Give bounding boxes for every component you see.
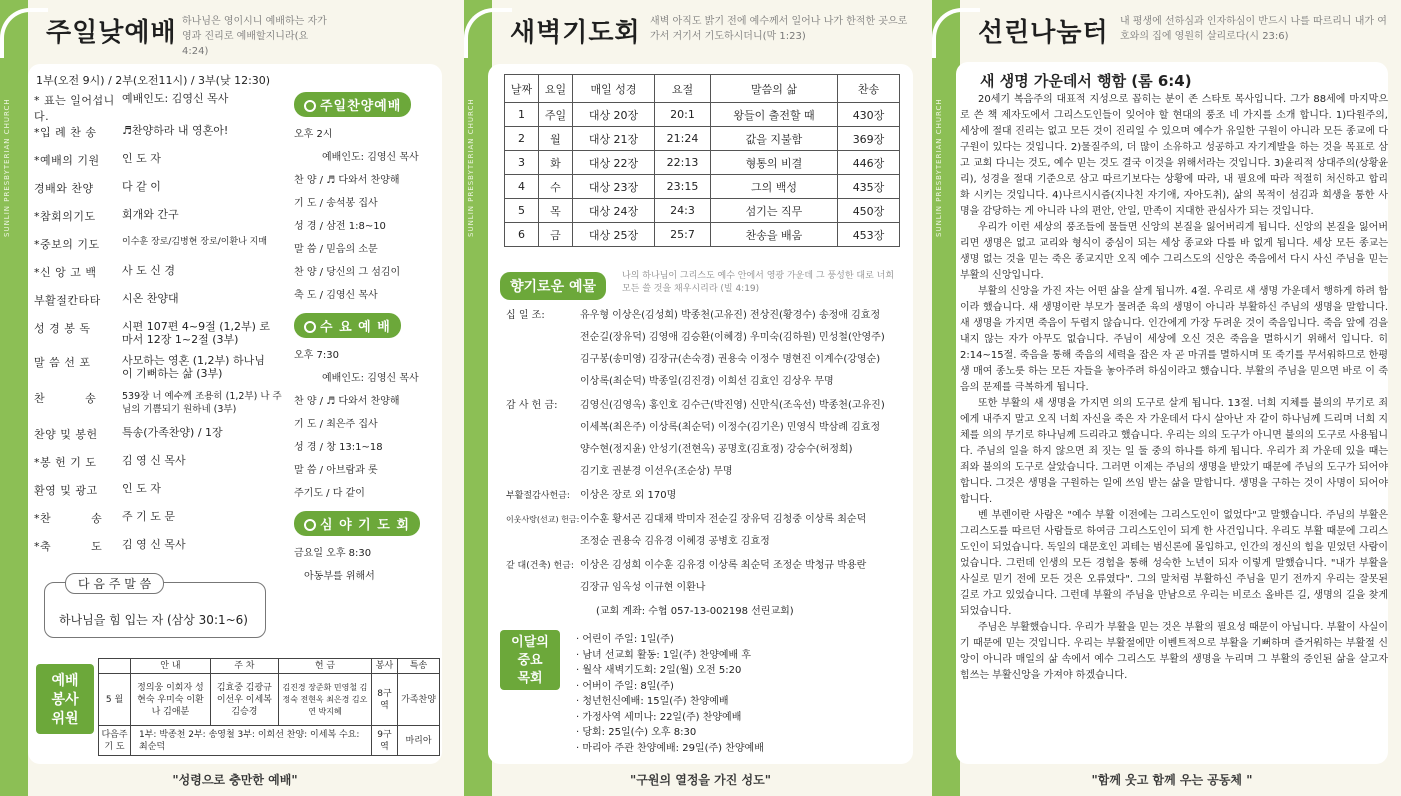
offering-line: 유우형 이상은(김성희) 박종천(고유진) 전상진(황경수) 송정애 김효정 <box>580 310 881 321</box>
table-row: 1 주일 대상 20장 20:1 왕들이 출전할 때 430장 <box>505 103 900 127</box>
offering-group <box>506 305 911 393</box>
order-value: 인 도 자 <box>122 152 161 165</box>
article-paragraph: 우리가 이런 세상의 풍조들에 물들면 신앙의 본질을 잃어버리게 됩니다. 신앙의 본질을 잃어버리면 생명은 없고 교리와 형식이 중심이 되는 세상 종교와 다를 바 없게 됩니다. 세상 모든 종교는 생명 없는 것을 믿는 죽은 종교지만 오직 예수 그리스도의 신앙은 죽음에서 다시 사신 주님을 믿는 부활의 신앙입니다. <box>960 222 1388 281</box>
wed-row: 성 경 / 창 13:1~18 <box>294 442 383 453</box>
offering-line: 김장규 임옥성 이규현 이환나 <box>580 582 706 593</box>
order-label: 찬 송 <box>34 392 97 405</box>
dawn-schedule-table <box>504 74 900 247</box>
list-item: · 마리아 주관 찬양예배: 29일(주) 찬양예배 <box>576 742 764 754</box>
offering-group <box>506 509 911 553</box>
service-committee-box: 예배 봉사 위원 <box>36 664 94 734</box>
order-row <box>34 180 290 208</box>
side-services <box>294 92 434 590</box>
praise-row: 축 도 / 김영신 목사 <box>294 290 378 301</box>
table-row: 4 수 대상 23장 23:15 그의 백성 435장 <box>505 175 900 199</box>
order-value: ♬찬양하라 내 영혼아! <box>122 124 229 137</box>
order-value: 특송(가족찬양) / 1장 <box>122 426 223 439</box>
order-label: 경배와 찬양 <box>34 182 94 195</box>
service-times: 1부(오전 9시) / 2부(오전11시) / 3부(낮 12:30) <box>36 74 271 87</box>
header-verse: 내 평생에 선하심과 인자하심이 반드시 나를 따르리니 내가 여호와의 집에 영원히 살리로다(시 23:6) <box>1120 16 1387 42</box>
offering-line: 김영신(김영옥) 홍인호 김수근(박진영) 신만식(조옥선) 박종천(고유진) <box>580 400 885 411</box>
order-row <box>34 482 290 510</box>
order-row <box>34 264 290 292</box>
order-label: *신 앙 고 백 <box>34 266 97 279</box>
next-week-value: 하나님을 힘 입는 자 (삼상 30:1~6) <box>59 613 248 627</box>
header-verse: 새벽 아직도 밝기 전에 예수께서 일어나 나가 한적한 곳으로 가서 거기서 기도하시더니(막 1:23) <box>650 16 908 42</box>
order-value: 회개와 간구 <box>122 208 179 221</box>
order-label: *중보의 기도 <box>34 238 100 251</box>
praise-row: 말 씀 / 믿음의 소문 <box>294 244 378 255</box>
order-label: 환영 및 광고 <box>34 484 98 497</box>
wed-row: 찬 양 / ♬ 다와서 찬양해 <box>294 396 400 407</box>
article-paragraph: 벤 부렌이란 사람은 "예수 부활 이전에는 그리스도인이 없었다"고 말했습니다. 주님의 부활은 그리스도를 따르던 사람들로 하여금 그리스도인이 되게 한 사건입니다. 우리도 부활 때문에 그리스도인이 되었습니다. 독일의 대문호인 괴테는 범신론에 몰입하고, 인간의 정신의 힘을 믿었던 사람이었습니다. 그런데 인생의 모든 경험을 통해 성숙한 노년이 되자 이렇게 말했습니다. "내가 부활을 사실로 믿기 전에 모든 것은 오류였다". 그의 말처럼 부활하신 주님을 믿기 전까지 우리는 잘못된 길로 가고 있었습니다. 그런데 부활의 주님을 만남으로 우리는 비로소 올바른 길, 생명의 길을 찾게 되었습니다. <box>960 510 1388 617</box>
order-label: *입 례 찬 송 <box>34 126 97 139</box>
list-item: · 월삭 새벽기도회: 2일(월) 오전 5:20 <box>576 665 742 676</box>
table-row: 날짜 요일 매일 성경 요절 말씀의 삶 찬송 <box>505 75 900 103</box>
offering-line: 이세복(최은주) 이상록(최순덕) 이정수(김기은) 민영식 박삼례 김효정 <box>580 422 881 433</box>
offering-line: 전순길(장유덕) 김영애 김승환(이혜경) 우미숙(김하원) 민성철(안영주) <box>580 332 885 343</box>
table-row: 다음주 기 도 1부: 박종천 2부: 송영철 3부: 이희선 찬양: 이세복 수요: 최순덕 9구역 마리아 <box>99 726 440 756</box>
offering-list <box>506 305 911 623</box>
article-body <box>960 92 1388 684</box>
wed-leader: 예배인도: 김영신 목사 <box>322 373 419 384</box>
header-verse: 하나님은 영이시니 예배하는 자가 영과 진리로 예배할지니라(요4:24) <box>182 16 327 57</box>
circle-icon <box>304 519 316 531</box>
order-label: *예배의 기원 <box>34 154 100 167</box>
month-events-box: 이달의 중요 목회 <box>500 630 560 690</box>
praise-row: 찬 양 / ♬ 다와서 찬양해 <box>294 175 400 186</box>
panel-sunday-worship <box>0 0 464 796</box>
offering-label: 부활절감사헌금: <box>506 491 570 501</box>
order-row <box>34 510 290 538</box>
circle-icon <box>304 321 316 333</box>
order-row <box>34 292 290 320</box>
order-label: *찬 송 <box>34 512 103 525</box>
offering-label: 같 대(건축) 헌금: <box>506 561 574 571</box>
offering-line: 김기호 권분경 이선우(조순상) 무명 <box>580 466 733 477</box>
order-value: 김 영 신 목사 <box>122 454 186 467</box>
order-value: 539장 너 예수께 조용히 (1,2부) 나 주님의 기쁨되기 원하네 (3부) <box>122 391 282 415</box>
article-paragraph: 또한 부활의 새 생명을 가지면 의의 도구로 살게 됩니다. 13절. 너희 지체를 불의의 무기로 죄에게 내주지 말고 오직 너희 자신을 죽은 자 가운데서 다시 살아난 자 같이 하나님께 드리며 너희 지체를 의의 무기로 하나님께 드리라고 했습니다. 우리는 의의 도구가 아니면 불의의 도구로 사용됩니다. 주님의 일을 하지 않으면 죄 짓는 일 둘 중의 하나를 하게 됩니다. 우리가 죄 가운데 있을 때는 죄와 불의의 도구로 살았습니다. 그러면 이제는 주님의 생명을 받았기 때문에 주님의 도구가 되어야 합니다. 그것은 생명을 구원하는 일에 쓰임 받는 삶을 말합니다. 생명을 구하는 것이 사명이 되어야 합니다. <box>960 398 1388 505</box>
panel-title: 선린나눔터 <box>978 18 1109 48</box>
next-week-sermon <box>44 577 266 638</box>
list-item: · 청년헌신예배: 15일(주) 찬양예배 <box>576 696 729 707</box>
offering-verse: 나의 하나님이 그리스도 예수 안에서 영광 가운데 그 풍성한 대로 너희 모든 쓸 것을 채우시리라 (빌 4:19) <box>622 271 895 294</box>
list-item: · 어버이 주일: 8일(주) <box>576 680 674 692</box>
article-paragraph: 20세기 복음주의 대표적 지성으로 꼽히는 분이 존 스타토 목사입니다. 그가 88세에 마지막으로 쓴 책 제자도에서 그리스도인들이 잊어야 할 현대의 풍조 네 가지를 소개 합니다. 1)다원주의, 세상에 절대 진리는 없고 모든 것이 진리일 수 있으며 예수가 유일한 구원이 아니라 모든 종교에 다 구원이 있다는 것입니다. 2)물질주의, 더 많이 소유하고 성공하고 자기계발을 하는 것을 목표로 삼고 교회 다니는 것도, 예수 믿는 것도 결국 이것을 위해서라는 것입니다. 3)윤리적 상대주의(상황윤리), 성경을 절대 기준으로 삼고 따르기보다는 상황에 따라, 내 필요에 따라 적절히 처신하고 합리화 시키는 것입니다. 4)나르시시즘(지나친 자기애, 자아도취), 삶의 목적이 섬김과 희생을 통한 사명을 감당하는 게 아니라 나의 편안, 안일, 만족이 지대한 관심사가 되는 것입니다. <box>960 94 1388 217</box>
table-row: 3 화 대상 22장 22:13 형통의 비결 446장 <box>505 151 900 175</box>
order-row <box>34 538 290 566</box>
order-label: 말 씀 선 포 <box>34 356 91 369</box>
order-label: *축 도 <box>34 540 103 553</box>
night-note: 아동부를 위해서 <box>304 571 375 582</box>
wednesday-badge: 수 요 예 배 <box>294 313 401 338</box>
order-label: 성 경 봉 독 <box>34 322 91 335</box>
order-label: 찬양 및 봉헌 <box>34 428 98 441</box>
order-value: 주 기 도 문 <box>122 510 175 523</box>
praise-time: 오후 2시 <box>294 129 333 140</box>
night-time: 금요일 오후 8:30 <box>294 548 372 559</box>
list-item: · 가정사역 세미나: 22일(주) 찬양예배 <box>576 711 742 723</box>
order-row <box>34 390 290 426</box>
table-row: 6 금 대상 25장 25:7 찬송을 배움 453장 <box>505 223 900 247</box>
order-value: 시온 찬양대 <box>122 292 179 305</box>
praise-leader: 예배인도: 김영신 목사 <box>322 152 419 163</box>
offering-line: 양수현(정지윤) 안성기(전현옥) 공명호(김효정) 강승수(허정희) <box>580 444 853 455</box>
side-church-text: SUNLIN PRESBYTERIAN CHURCH <box>3 98 11 238</box>
article-title: 새 생명 가운데서 행함 (롬 6:4) <box>980 72 1192 90</box>
wed-row: 기 도 / 최은주 집사 <box>294 419 378 430</box>
order-label: *봉 헌 기 도 <box>34 456 97 469</box>
order-row <box>34 152 290 180</box>
offering-label: 감 사 헌 금: <box>506 400 558 411</box>
offering-line: 이상은 장로 외 170명 <box>580 490 677 501</box>
order-row <box>34 236 290 264</box>
footer-motto: "함께 웃고 함께 우는 공동체 " <box>1091 773 1253 787</box>
order-value: 다 같 이 <box>122 180 161 193</box>
next-week-label: 다 음 주 말 씀 <box>65 573 164 594</box>
order-row <box>34 426 290 454</box>
order-value: 이수훈 장로/김병현 장로/이환나 지매 <box>122 237 268 247</box>
panel-title: 새벽기도회 <box>510 18 641 48</box>
sunday-praise-badge: 주일찬양예배 <box>294 92 411 117</box>
praise-row: 기 도 / 송석봉 집사 <box>294 198 378 209</box>
list-item: · 어린이 주일: 1일(주) <box>576 634 674 645</box>
circle-icon <box>304 100 316 112</box>
table-row: 안 내 주 차 헌 금 봉사 특송 <box>99 659 440 674</box>
wed-row: 주기도 / 다 같이 <box>294 488 365 499</box>
side-church-text: SUNLIN PRESBYTERIAN CHURCH <box>467 98 475 238</box>
praise-row: 성 경 / 삼전 1:8~10 <box>294 221 386 232</box>
wed-row: 말 씀 / 아브람과 롯 <box>294 465 378 476</box>
order-value: 김 영 신 목사 <box>122 538 186 551</box>
article-paragraph: 부활의 신앙을 가진 자는 어떤 삶을 살게 됩니까. 4절. 우리로 새 생명 가운데서 행하게 하려 함이라 했습니다. 새 생명이란 부모가 물려준 육의 생명이 아니라 부활하신 주님의 생명을 말합니다. 새 생명을 가지면 죽음이 두렵지 않습니다. 인간에게 가장 두려운 것이 죽음입니다. 죽음 앞에 검을 내지 않는 자가 아무도 없습니다. 주님이 세상에 오신 것은 죽음을 멸하시기 위해서 입니다. 히 2:14~15절. 죽음을 통해 죽음의 세력을 잡은 자 곧 마귀를 멸하시며 또 죽기를 무서워하므로 한평생 매여 종노릇 하는 모든 자들을 놓아주려 하심이라고 했습니다. 부활의 주님을 믿으면 바로 이 죽음의 문제를 극복하게 됩니다. <box>960 286 1388 393</box>
offering-group <box>506 485 911 507</box>
order-label: *참회의기도 <box>34 210 96 223</box>
offering-line: 김구봉(송미영) 김장규(손숙경) 권용숙 이정수 명현진 이계수(강영순) <box>580 354 881 365</box>
order-label: * 표는 일어섭니다. <box>34 94 115 123</box>
table-row: 5 목 대상 24장 24:3 섬기는 직무 450장 <box>505 199 900 223</box>
praise-row: 찬 양 / 당신의 그 섬김이 <box>294 267 401 278</box>
order-row <box>34 320 290 354</box>
offering-line: 이상록(최순덕) 박종일(김진경) 이희선 김효인 김상우 무명 <box>580 376 834 387</box>
table-row: 5 월 정의웅 이회자 성현숙 우미숙 이환나 김애분 김효중 김광규 이선우 이세복 김승경 김진경 장준화 민영철 김정숙 전현옥 최은경 김오연 박지혜 8구역 가족찬양 <box>99 674 440 726</box>
order-row <box>34 124 290 152</box>
duty-table <box>98 658 440 756</box>
offering-title: 향기로운 예물 <box>500 272 606 300</box>
order-row <box>34 454 290 482</box>
side-church-text: SUNLIN PRESBYTERIAN CHURCH <box>935 98 943 238</box>
list-item: · 당회: 25일(수) 오후 8:30 <box>576 727 697 738</box>
article-paragraph: 주님은 부활했습니다. 우리가 부활을 믿는 것은 부활의 필요성 때문이 아닙니다. 부활이 사실이기 때문에 믿는 것입니다. 우리는 부활절에만 이벤트적으로 부활을 기뻐하며 즐거워하는 부활절 신앙이 아니라 매일의 삶 속에서 예수 그리스도 부활의 생명을 누리며 그 부활의 증인된 삶을 살고자 힘쓰는 부활신앙을 가져야 하겠습니다. <box>960 622 1388 681</box>
panel-title: 주일낮예배 <box>46 18 177 48</box>
order-row <box>34 92 290 124</box>
order-label: 부활절칸타타 <box>34 294 101 307</box>
night-prayer-badge: 심 야 기 도 회 <box>294 511 420 536</box>
order-row <box>34 354 290 390</box>
offering-group <box>506 555 911 599</box>
footer-motto: "성령으로 충만한 예배" <box>172 773 298 787</box>
offering-group <box>506 395 911 483</box>
order-row <box>34 208 290 236</box>
wed-time: 오후 7:30 <box>294 350 339 361</box>
order-value: 시편 107편 4~9절 (1,2부) 로마서 12장 1~2절 (3부) <box>122 320 271 346</box>
worship-order <box>34 92 290 566</box>
order-value: 인 도 자 <box>122 482 161 495</box>
order-value: 예배인도: 김영신 목사 <box>122 92 229 105</box>
order-value: 사 도 신 경 <box>122 264 175 277</box>
offering-label: 이웃사랑(선교) 헌금: <box>506 515 580 524</box>
order-value: 사모하는 영혼 (1,2부) 하나님이 기뻐하는 삶 (3부) <box>122 354 265 380</box>
offering-line: 조정순 권용숙 김유경 이혜경 공병호 김효정 <box>580 536 770 547</box>
offering-line: 이상은 김성희 이수훈 김유경 이상록 최순덕 조정순 박청규 박용란 <box>580 560 867 571</box>
table-row: 2 월 대상 21장 21:24 값을 지불함 369장 <box>505 127 900 151</box>
footer-motto: "구원의 열정을 가진 성도" <box>630 773 771 787</box>
list-item: · 남녀 선교회 활동: 1일(주) 찬양예배 후 <box>576 649 752 661</box>
offering-line: 이수훈 황서곤 김대채 박미자 전순길 장유덕 김청중 이상록 최순덕 <box>580 514 867 525</box>
month-events-list <box>576 632 896 756</box>
offering-label: 십 일 조: <box>506 310 545 321</box>
bank-account: (교회 계좌: 수협 057-13-002198 선린교회) <box>596 606 794 617</box>
